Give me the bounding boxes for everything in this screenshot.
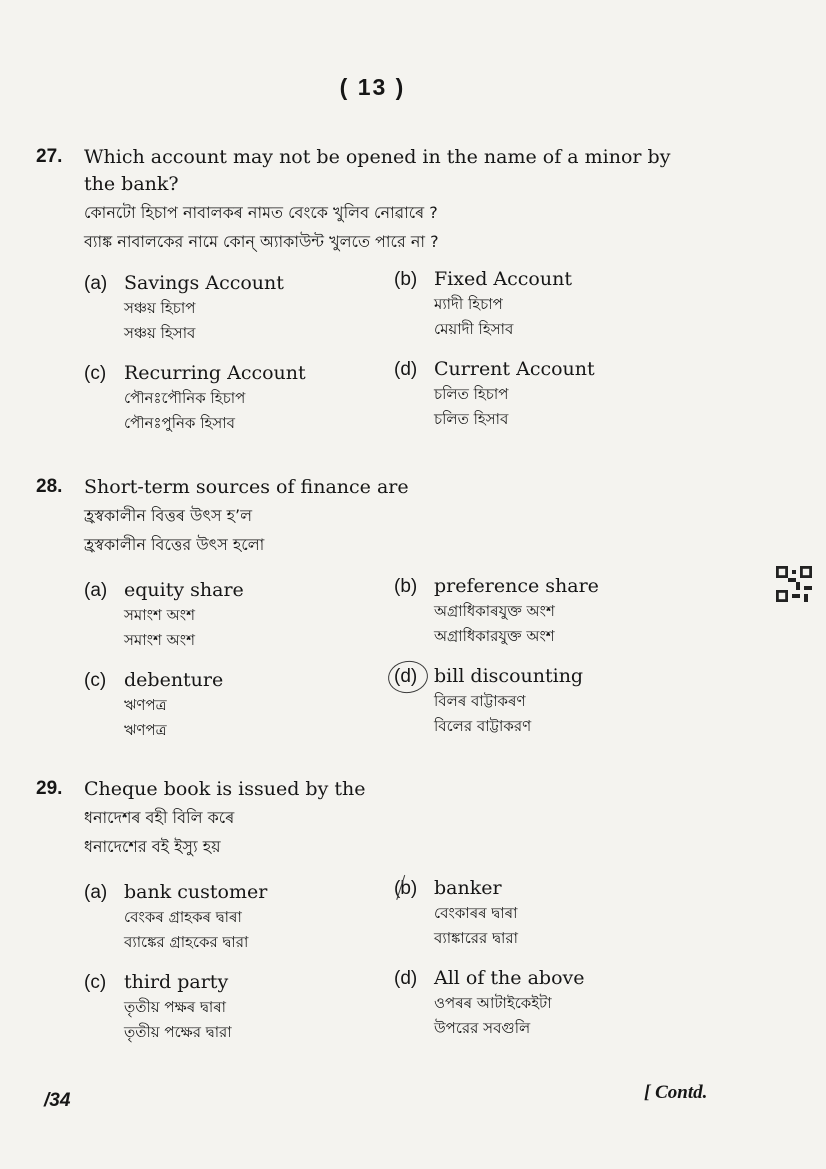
option-label-as: বিলৰ বাট্টাকৰণ: [434, 692, 526, 710]
question-text-as: হ্ৰস্বকালীন বিত্তৰ উৎস হ’ল: [84, 506, 253, 525]
option-label-bn: তৃতীয় পক্ষের দ্বারা: [124, 1023, 232, 1041]
question-number: 29.: [36, 778, 63, 799]
option-d[interactable]: [394, 356, 694, 432]
question-number: 27.: [36, 146, 63, 167]
option-label-en: equity share: [124, 579, 244, 601]
option-label-as: ঋণপত্ৰ: [124, 696, 167, 714]
question-27: [36, 144, 716, 456]
question-text-bn: ব্যাঙ্ক নাবালকের নামে কোন্ অ্যাকাউন্ট খুলতে পারে না ?: [84, 232, 439, 251]
option-label-bn: পৌনঃপুনিক হিসাব: [124, 414, 235, 432]
option-label-bn: ব্যাঙ্কের গ্রাহকের দ্বারা: [124, 933, 249, 951]
question-text-bn: হ্রস্বকালীন বিত্তের উৎস হলো: [84, 535, 265, 554]
option-a[interactable]: [84, 577, 384, 653]
option-label-en: Savings Account: [124, 272, 284, 294]
option-label-as: তৃতীয় পক্ষৰ দ্বাৰা: [124, 998, 227, 1016]
option-label-bn: সমাংশ অংশ: [124, 631, 196, 649]
continued-marker: [ Contd.: [644, 1082, 708, 1103]
option-label-as: চলিত হিচাপ: [434, 385, 509, 403]
option-letter-marked: (b): [394, 878, 434, 900]
question-text-en: Which account may not be opened in the name of a minor by the bank?: [84, 146, 671, 195]
question-text-bn: ধনাদেশের বই ইস্যু হয়: [84, 837, 221, 856]
option-label-bn: মেয়াদী হিসাব: [434, 320, 514, 338]
question-29: [36, 776, 716, 1065]
options: [84, 270, 716, 456]
option-label-as: ওপৰৰ আটাইকেইটা: [434, 994, 552, 1012]
option-letter: (c): [84, 363, 107, 384]
option-label-en: bank customer: [124, 881, 268, 903]
option-label-as: অগ্ৰাধিকাৰযুক্ত অংশ: [434, 602, 555, 620]
option-label-bn: বিলের বাট্টাকরণ: [434, 717, 532, 735]
options: [84, 577, 716, 763]
option-letter: (a): [84, 580, 108, 601]
option-label-en: debenture: [124, 669, 224, 691]
option-label-as: পৌনঃপৌনিক হিচাপ: [124, 389, 246, 407]
option-label-bn: সঞ্চয় হিসাব: [124, 324, 196, 342]
option-b[interactable]: [394, 266, 694, 342]
option-a[interactable]: [84, 270, 384, 346]
paper-code: /34: [44, 1090, 71, 1111]
qr-code-icon: [776, 566, 812, 602]
option-label-as: বেংকৰ গ্ৰাহকৰ দ্বাৰা: [124, 908, 242, 926]
option-c[interactable]: [84, 360, 384, 436]
option-letter: (d): [394, 359, 418, 380]
option-label-en: banker: [434, 877, 502, 899]
question-number: 28.: [36, 476, 63, 497]
question-text-en: Cheque book is issued by the: [84, 778, 366, 800]
question-text-as: ধনাদেশৰ বহী বিলি কৰে: [84, 808, 235, 827]
option-b[interactable]: [394, 875, 694, 951]
option-letter: (a): [84, 273, 108, 294]
option-b[interactable]: [394, 573, 694, 649]
option-d[interactable]: [394, 663, 694, 739]
options: [84, 879, 716, 1065]
question-text-as: কোনটো হিচাপ নাবালকৰ নামত বেংকে খুলিব নোৱাৰে ?: [84, 203, 438, 222]
option-label-en: Recurring Account: [124, 362, 306, 384]
option-label-as: সঞ্চয় হিচাপ: [124, 299, 196, 317]
option-label-en: All of the above: [434, 967, 585, 989]
option-label-as: ম্যাদী হিচাপ: [434, 295, 503, 313]
option-letter: (b): [394, 576, 418, 597]
option-label-en: preference share: [434, 575, 599, 597]
option-letter: (c): [84, 670, 107, 691]
option-label-bn: চলিত হিসাব: [434, 410, 509, 428]
option-a[interactable]: [84, 879, 384, 955]
question-text-en: Short-term sources of finance are: [84, 476, 409, 498]
option-label-en: Fixed Account: [434, 268, 572, 290]
option-label-as: বেংকাৰৰ দ্বাৰা: [434, 904, 518, 922]
option-letter: (b): [394, 269, 418, 290]
option-letter: (c): [84, 972, 107, 993]
option-label-bn: ঋণপত্র: [124, 721, 167, 739]
option-label-bn: উপরের সবগুলি: [434, 1019, 531, 1037]
option-label-en: Current Account: [434, 358, 595, 380]
option-c[interactable]: [84, 667, 384, 743]
option-label-bn: অগ্রাধিকারযুক্ত অংশ: [434, 627, 555, 645]
option-letter: (a): [84, 882, 108, 903]
option-d[interactable]: [394, 965, 694, 1041]
option-letter: (d): [394, 968, 418, 989]
option-label-bn: ব্যাঙ্কারের দ্বারা: [434, 929, 518, 947]
option-label-en: bill discounting: [434, 665, 584, 687]
option-label-en: third party: [124, 971, 229, 993]
option-c[interactable]: [84, 969, 384, 1045]
page-number: ( 13 ): [339, 74, 406, 100]
option-label-as: সমাংশ অংশ: [124, 606, 196, 624]
question-28: [36, 474, 716, 763]
option-letter-circled: (d): [394, 666, 434, 688]
